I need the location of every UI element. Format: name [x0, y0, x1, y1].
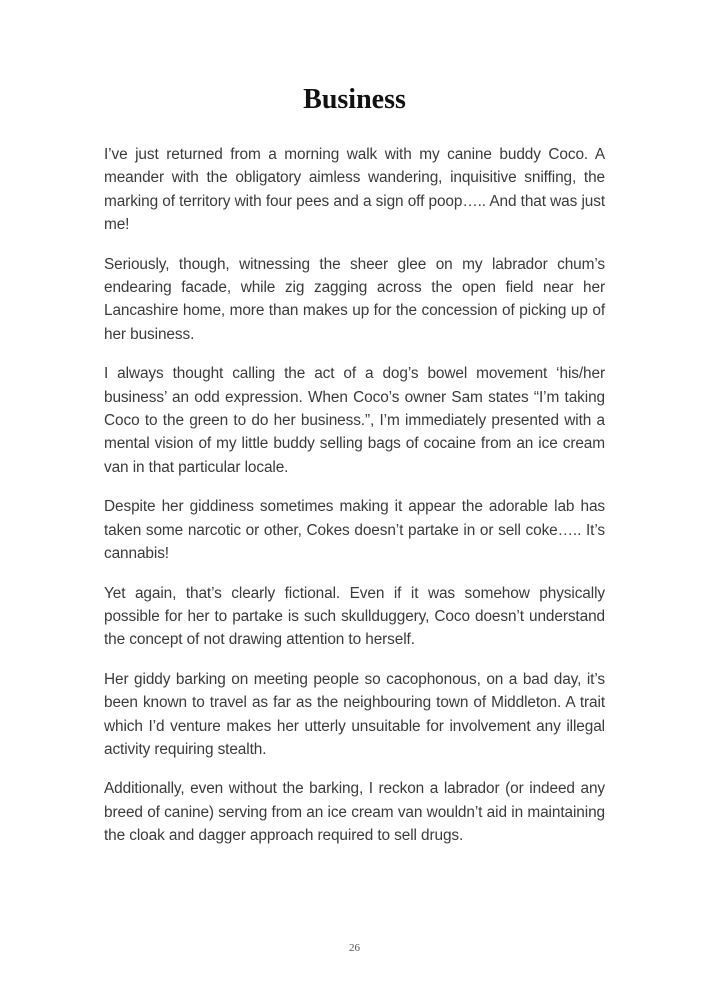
paragraph-4: Despite her giddiness sometimes making it appear the adorable lab has taken some narcotic or other, Cokes doesn’t partake in or sell coke….. It’s cannabis!	[104, 498, 605, 563]
paragraph-7: Additionally, even without the barking, I reckon a labrador (or indeed any breed of canine) serving from an ice cream van wouldn’t aid in maintaining the cloak and dagger approach required to sell drugs.	[104, 780, 605, 845]
paragraph-3: I always thought calling the act of a dog’s bowel movement ‘his/her business’ an odd expression. When Coco’s owner Sam states “I’m taking Coco to the green to do her business.”, I’m immediately presented with a mental vision of my little buddy selling bags of cocaine from an ice cream van in that particular locale.	[104, 365, 605, 476]
page-title: Business	[303, 84, 406, 115]
paragraph-2: Seriously, though, witnessing the sheer glee on my labrador chum’s endearing facade, while zig zagging across the open field near her Lancashire home, more than makes up for the concession of picking up of her business.	[104, 255, 605, 343]
paragraph-1: I’ve just returned from a morning walk with my canine buddy Coco. A meander with the obligatory aimless wandering, inquisitive sniffing, the marking of territory with four pees and a sign off poop….. And that was just me!	[104, 146, 605, 234]
page-number: 26	[349, 942, 360, 954]
paragraph-6: Her giddy barking on meeting people so cacophonous, on a bad day, it’s been known to travel as far as the neighbouring town of Middleton. A trait which I’d venture makes her utterly unsuitable for involvement any illegal activity requiring stealth.	[104, 670, 605, 758]
body-text	[104, 143, 605, 864]
paragraph-5: Yet again, that’s clearly fictional. Even if it was somehow physically possible for her to partake is such skullduggery, Coco doesn’t understand the concept of not drawing attention to herself.	[104, 584, 605, 649]
